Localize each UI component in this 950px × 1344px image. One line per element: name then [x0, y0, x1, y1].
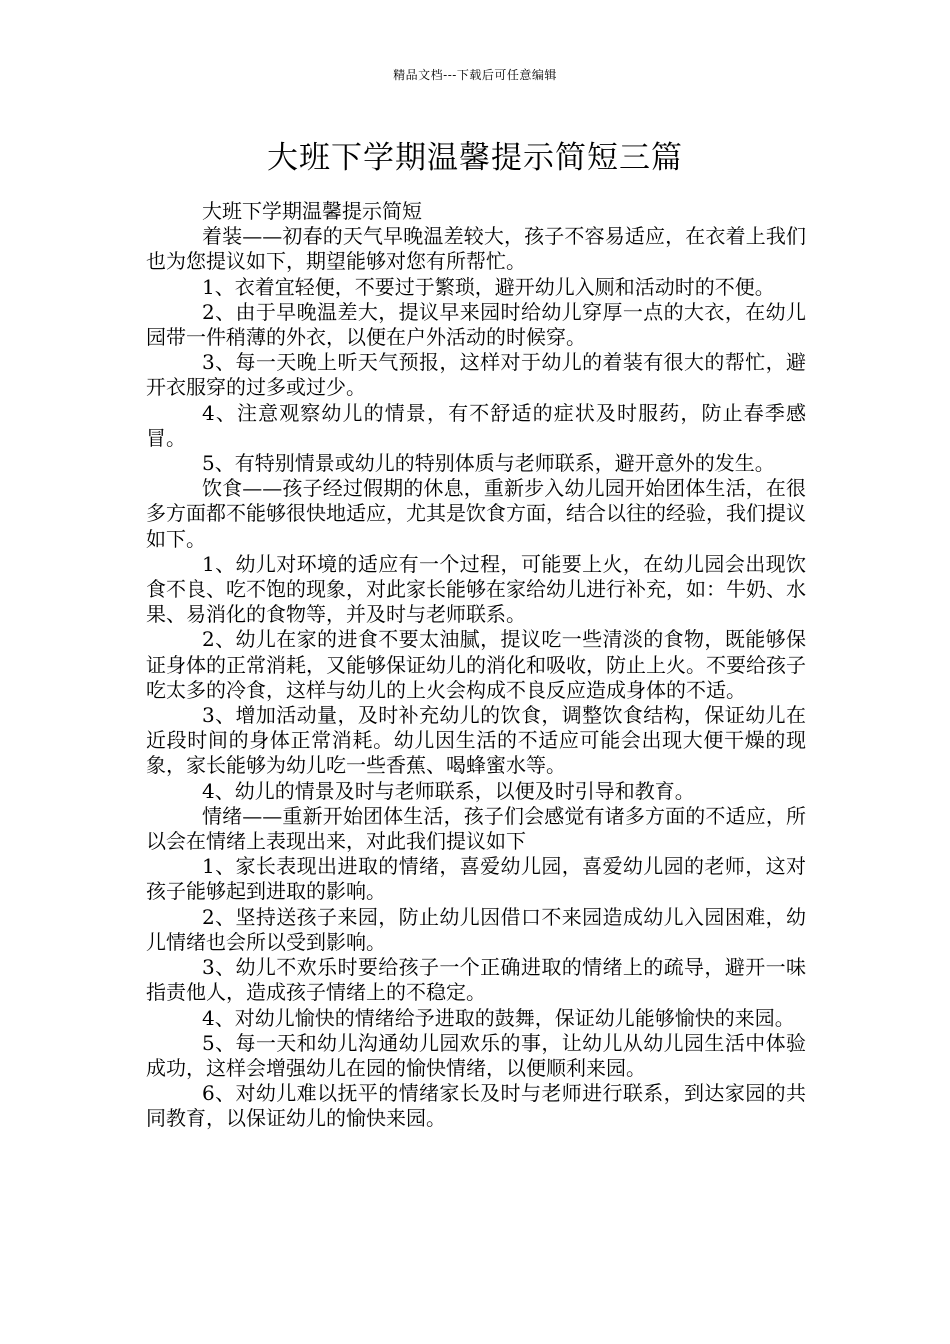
paragraph: 1、家长表现出进取的情绪，喜爱幼儿园，喜爱幼儿园的老师，这对孩子能够起到进取的影响。: [146, 854, 806, 904]
paragraph: 饮食——孩子经过假期的休息，重新步入幼儿园开始团体生活，在很多方面都不能够很快地适应，尤其是饮食方面，结合以往的经验，我们提议如下。: [146, 476, 806, 551]
paragraph: 3、增加活动量，及时补充幼儿的饮食，调整饮食结构，保证幼儿在近段时间的身体正常消耗。幼儿因生活的不适应可能会出现大便干燥的现象，家长能够为幼儿吃一些香蕉、喝蜂蜜水等。: [146, 703, 806, 778]
paragraph: 1、衣着宜轻便，不要过于繁琐，避开幼儿入厕和活动时的不便。: [202, 274, 775, 299]
paragraph: 4、对幼儿愉快的情绪给予进取的鼓舞，保证幼儿能够愉快的来园。: [202, 1005, 795, 1030]
document-body: [146, 199, 806, 1132]
paragraph: 2、坚持送孩子来园，防止幼儿因借口不来园造成幼儿入园困难，幼儿情绪也会所以受到影响。: [146, 904, 806, 954]
paragraph: 5、有特别情景或幼儿的特别体质与老师联系，避开意外的发生。: [202, 451, 775, 476]
paragraph: 3、每一天晚上听天气预报，这样对于幼儿的着装有很大的帮忙，避开衣服穿的过多或过少。: [146, 350, 806, 400]
paragraph: 着装——初春的天气早晚温差较大，孩子不容易适应，在衣着上我们也为您提议如下，期望能够对您有所帮忙。: [146, 224, 806, 274]
paragraph: 6、对幼儿难以抚平的情绪家长及时与老师进行联系，到达家园的共同教育，以保证幼儿的愉快来园。: [146, 1081, 806, 1131]
paragraph: 情绪——重新开始团体生活，孩子们会感觉有诸多方面的不适应，所以会在情绪上表现出来，对此我们提议如下: [146, 803, 806, 854]
paragraph: 2、幼儿在家的进食不要太油腻，提议吃一些清淡的食物，既能够保证身体的正常消耗，又能够保证幼儿的消化和吸收，防止上火。不要给孩子吃太多的冷食，这样与幼儿的上火会构成不良反应造成身体的不适。: [146, 627, 806, 702]
paragraph: 2、由于早晚温差大，提议早来园时给幼儿穿厚一点的大衣，在幼儿园带一件稍薄的外衣，以便在户外活动的时候穿。: [146, 299, 806, 350]
paragraph: 5、每一天和幼儿沟通幼儿园欢乐的事，让幼儿从幼儿园生活中体验成功，这样会增强幼儿在园的愉快情绪，以便顺利来园。: [146, 1030, 806, 1080]
header-note: 精品文档---下载后可任意编辑: [393, 68, 557, 82]
paragraph: 4、幼儿的情景及时与老师联系，以便及时引导和教育。: [202, 778, 695, 803]
paragraph: 3、幼儿不欢乐时要给孩子一个正确进取的情绪上的疏导，避开一味指责他人，造成孩子情绪上的不稳定。: [146, 955, 806, 1005]
paragraph: 大班下学期温馨提示简短: [202, 199, 422, 223]
document-title: 大班下学期温馨提示简短三篇: [267, 140, 683, 176]
paragraph: 4、注意观察幼儿的情景，有不舒适的症状及时服药，防止春季感冒。: [146, 400, 806, 450]
paragraph: 1、幼儿对环境的适应有一个过程，可能要上火，在幼儿园会出现饮食不良、吃不饱的现象，对此家长能够在家给幼儿进行补充，如：牛奶、水果、易消化的食物等，并及时与老师联系。: [146, 551, 806, 627]
